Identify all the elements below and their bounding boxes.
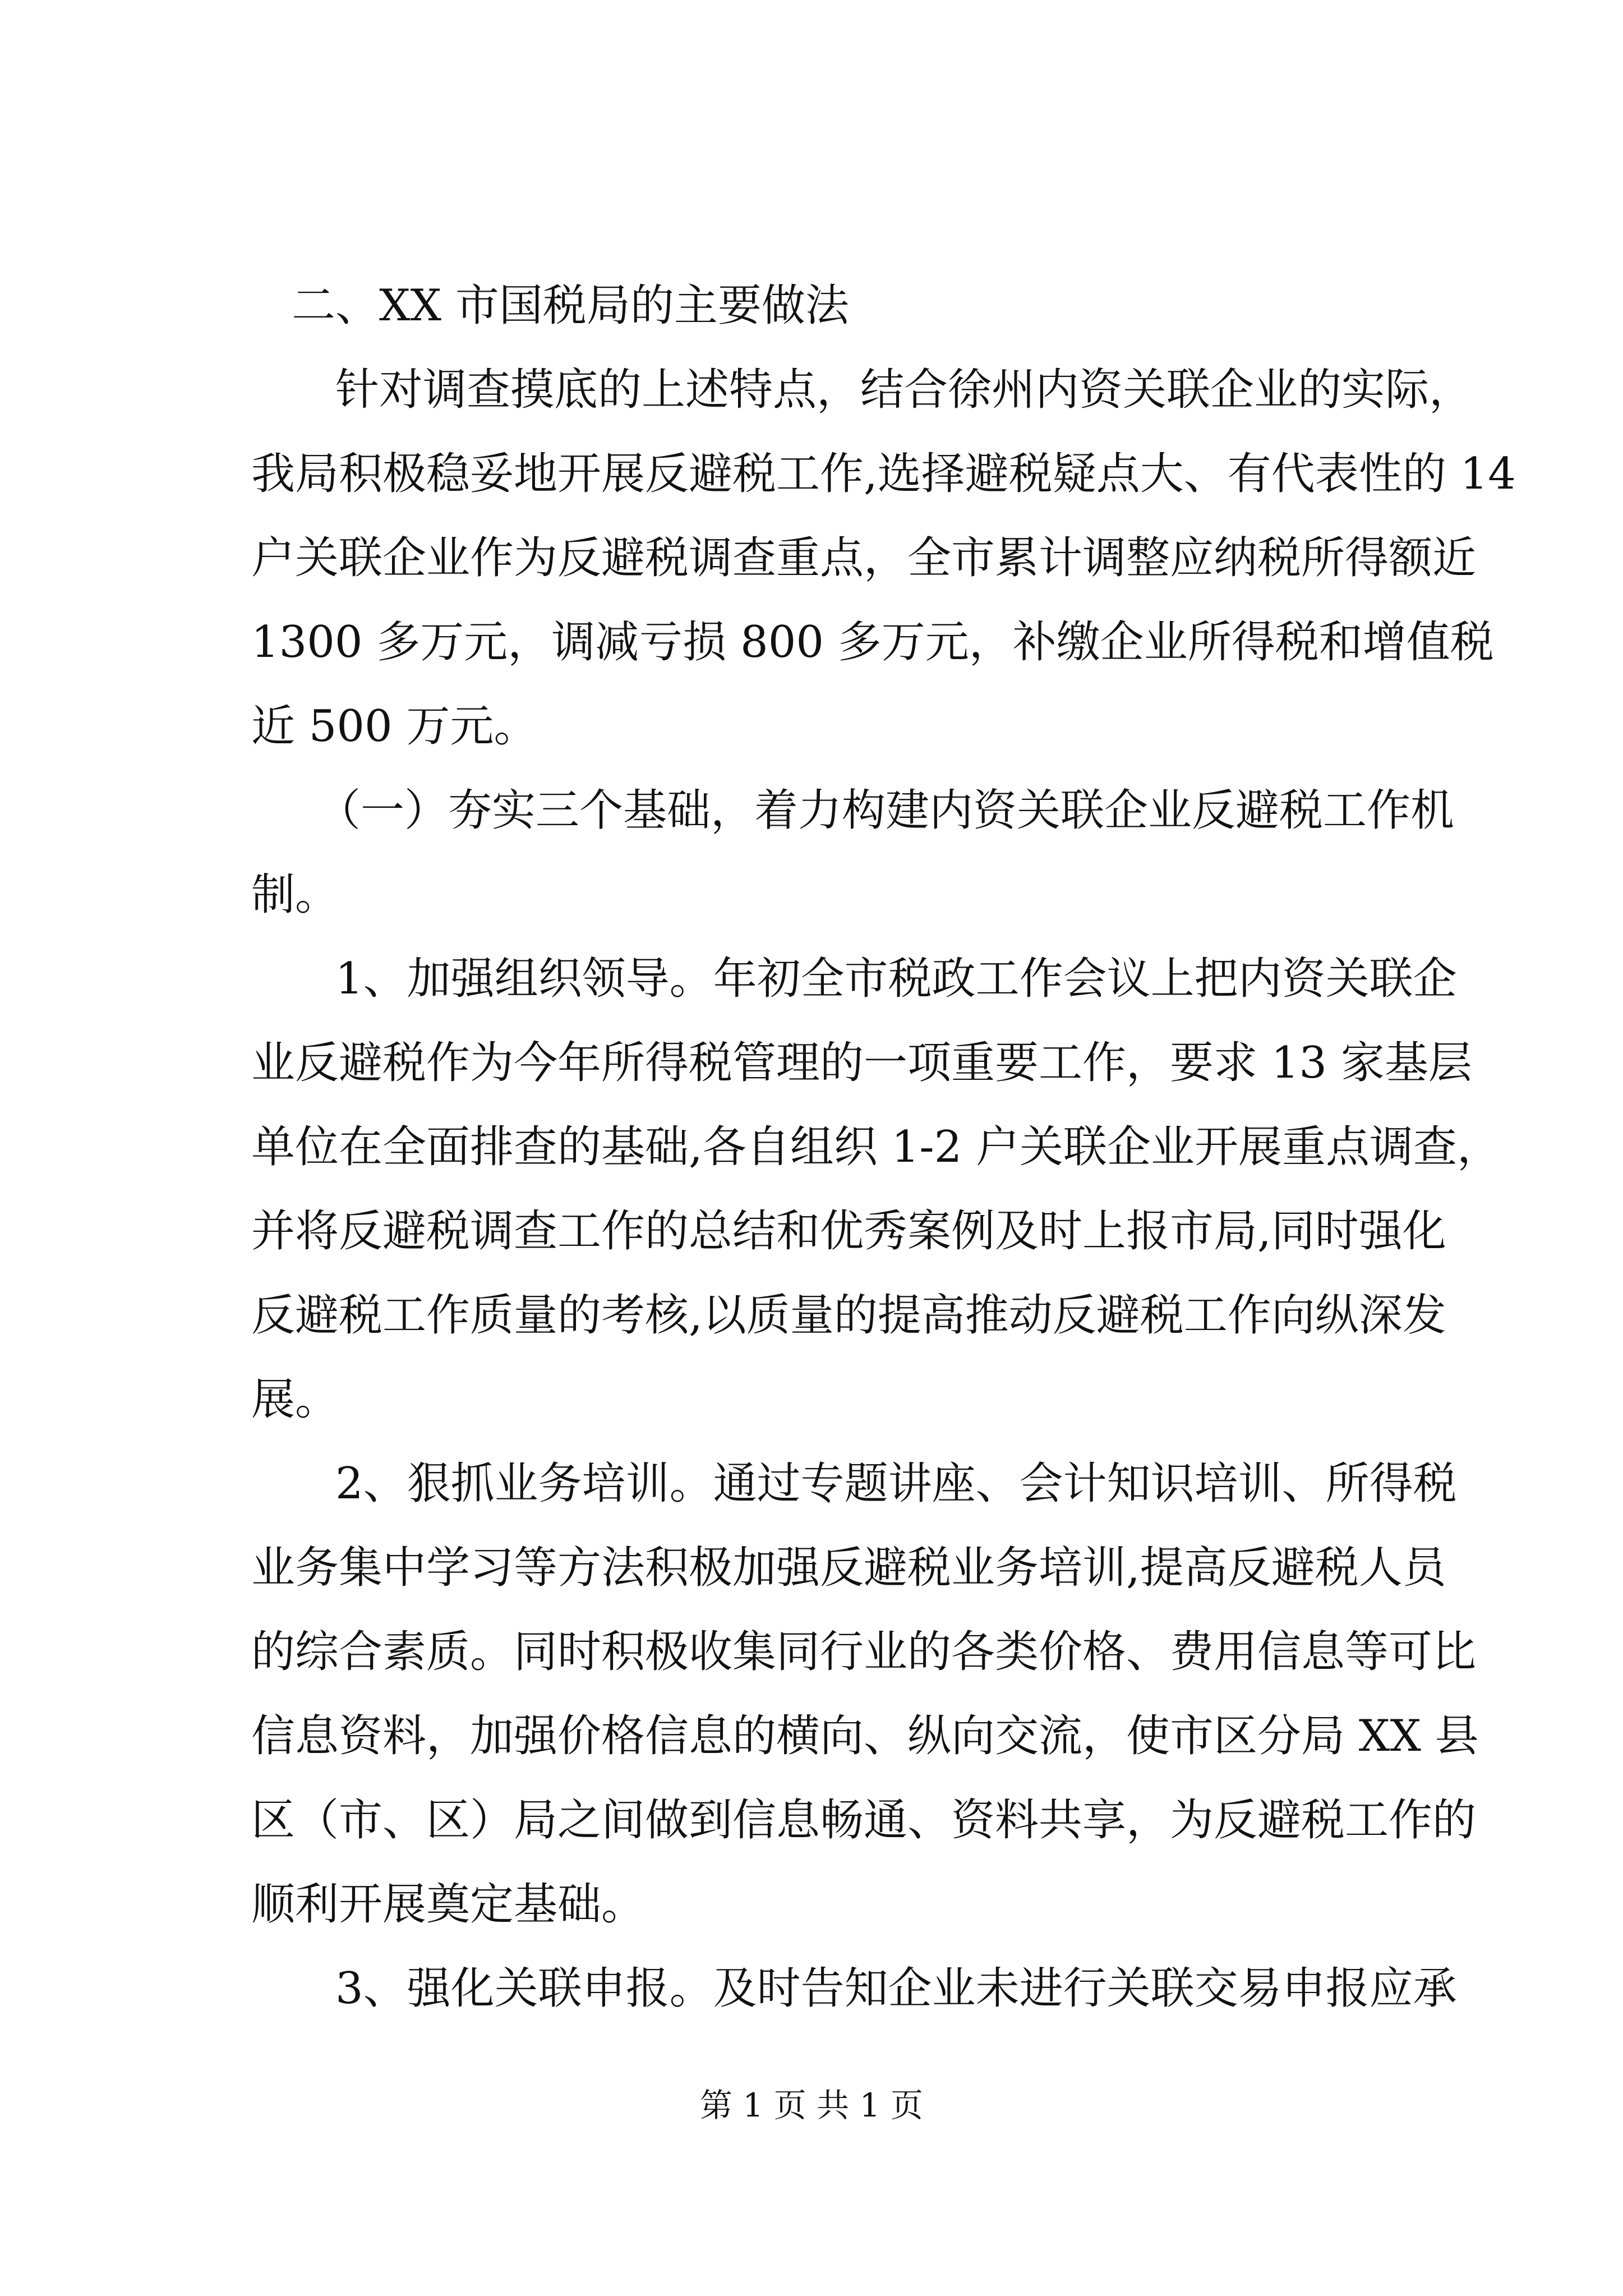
paragraph-line: 业务集中学习等方法积极加强反避税业务培训,提高反避税人员 — [251, 1543, 1446, 1593]
paragraph-line: 户关联企业作为反避税调查重点，全市累计调整应纳税所得额近 — [251, 533, 1477, 583]
paragraph-line: 针对调查摸底的上述特点，结合徐州内资关联企业的实际， — [335, 365, 1473, 415]
paragraph-line: 1、加强组织领导。年初全市税政工作会议上把内资关联企 — [335, 954, 1457, 1004]
paragraph-line: 区（市、区）局之间做到信息畅通、资料共享，为反避税工作的 — [251, 1795, 1477, 1846]
paragraph-line: 我局积极稳妥地开展反避税工作,选择避税疑点大、有代表性的 14 — [251, 449, 1516, 499]
section-heading: 二、XX 市国税局的主要做法 — [292, 280, 849, 331]
paragraph-line: 的综合素质。同时积极收集同行业的各类价格、费用信息等可比 — [251, 1627, 1477, 1677]
paragraph-line: 近 500 万元。 — [251, 701, 538, 752]
paragraph-line: 信息资料，加强价格信息的横向、纵向交流，使市区分局 XX 县 — [251, 1711, 1479, 1761]
paragraph-line: 业反避税作为今年所得税管理的一项重要工作，要求 13 家基层 — [251, 1038, 1472, 1088]
page-footer: 第 1 页 共 1 页 — [700, 2086, 923, 2124]
paragraph-line: 3、强化关联申报。及时告知企业未进行关联交易申报应承 — [335, 1963, 1457, 2014]
paragraph-line: 顺利开展奠定基础。 — [251, 1879, 645, 1930]
paragraph-line: 展。 — [251, 1374, 339, 1425]
paragraph-line: 2、狠抓业务培训。通过专题讲座、会计知识培训、所得税 — [335, 1458, 1457, 1509]
paragraph-line: 1300 多万元，调减亏损 800 多万元，补缴企业所得税和增值税 — [251, 617, 1494, 668]
paragraph-line: 反避税工作质量的考核,以质量的提高推动反避税工作向纵深发 — [251, 1290, 1446, 1341]
subsection-heading: （一）夯实三个基础，着力构建内资关联企业反避税工作机 — [317, 785, 1455, 836]
paragraph-line: 单位在全面排查的基础,各自组织 1-2 户关联企业开展重点调查， — [251, 1122, 1501, 1172]
paragraph-line: 并将反避税调查工作的总结和优秀案例及时上报市局,同时强化 — [251, 1206, 1446, 1257]
subsection-heading-continued: 制。 — [251, 869, 339, 920]
